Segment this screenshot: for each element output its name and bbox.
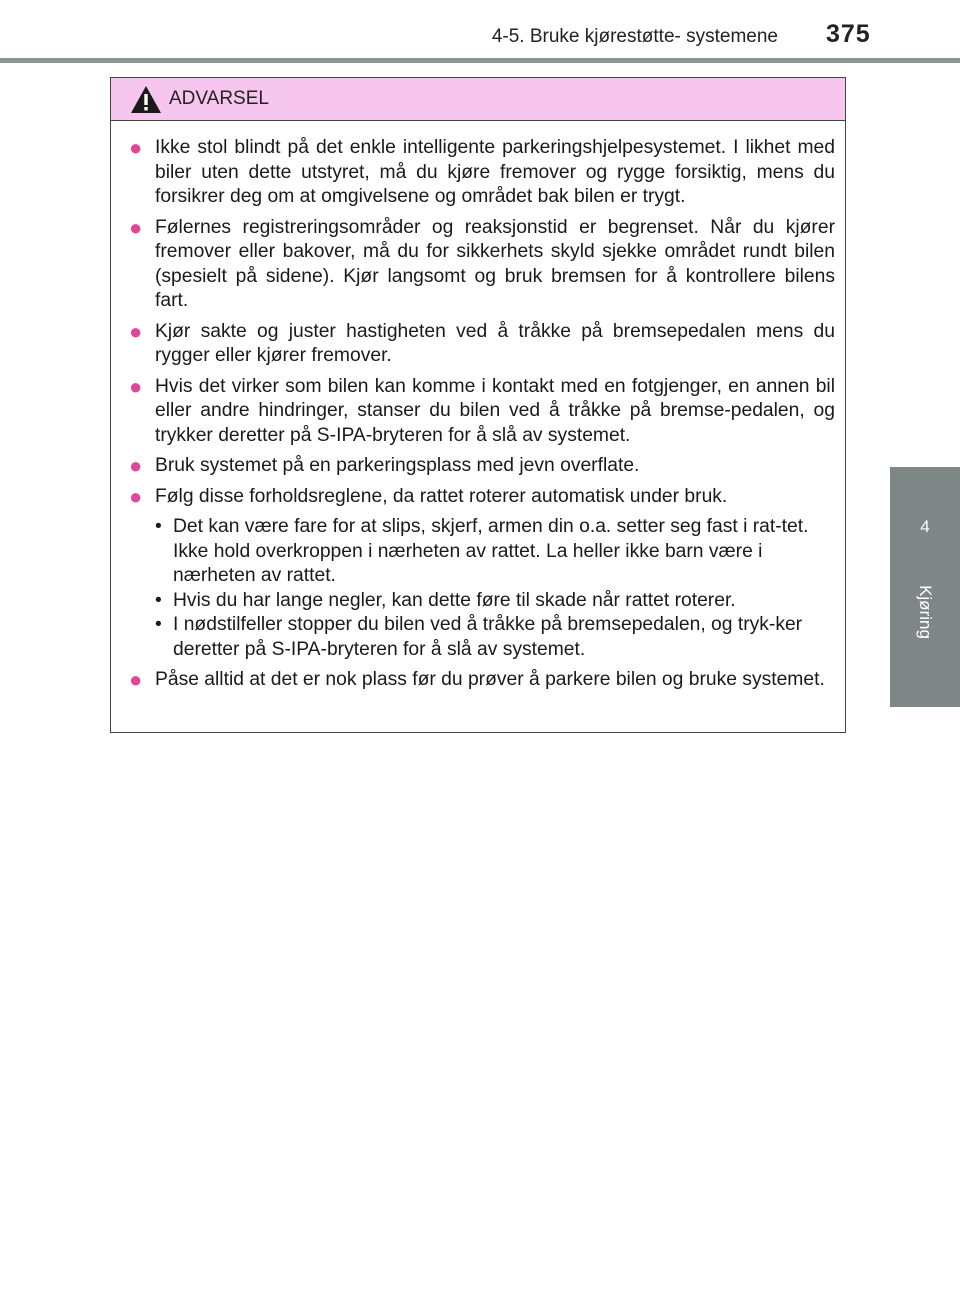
bullet-icon: ●: [129, 318, 143, 344]
sub-item: [155, 613, 835, 662]
warning-item-text: Hvis det virker som bilen kan komme i kontakt med en fotgjenger, en annen bil eller andre hindringer, stanser du bilen ved å tråkke på bremse-pedalen, og trykker deretter på S-IPA-bryteren for å slå av systemet.: [155, 375, 835, 446]
warning-item: [129, 375, 835, 449]
warning-item-text: Følg disse forholdsreglene, da rattet roterer automatisk under bruk.: [155, 485, 728, 507]
warning-box: [110, 77, 846, 733]
bullet-icon: ●: [129, 483, 143, 509]
warning-item: [129, 454, 835, 479]
warning-item-text: Kjør sakte og juster hastigheten ved å tråkke på bremsepedalen mens du rygger eller kjører fremover.: [155, 320, 835, 366]
warning-item: [129, 136, 835, 210]
warning-item-text: Følernes registreringsområder og reaksjonstid er begrenset. Når du kjører fremover eller bakover, må du for sikkerhets skyld sjekke området rundt bilen (spesielt på sidene). Kjør langsomt og bruk bremsen for å kontrollere bilens fart.: [155, 216, 835, 311]
chapter-side-tab: [890, 467, 960, 707]
warning-item: [129, 216, 835, 314]
section-title: 4-5. Bruke kjørestøtte- systemene: [491, 26, 778, 47]
warning-item: [129, 668, 835, 693]
sub-item-text: Hvis du har lange negler, kan dette føre til skade når rattet roterer.: [173, 589, 736, 611]
warning-triangle-icon: [130, 85, 162, 114]
warning-header: [111, 78, 845, 121]
sub-bullet-icon: •: [155, 614, 162, 635]
warning-title: ADVARSEL: [169, 88, 269, 109]
sub-bullet-icon: •: [155, 516, 162, 537]
sub-item: [155, 515, 835, 589]
bullet-icon: ●: [129, 667, 143, 692]
warning-item: [129, 485, 835, 510]
warning-item-text: Ikke stol blindt på det enkle intelligente parkeringshjelpesystemet. I likhet med biler uten dette utstyret, må du kjøre fremover og rygge forsiktig, mens du forsikrer deg om at omgivelsene og området bak bilen er trygt.: [155, 137, 835, 207]
bullet-icon: ●: [129, 373, 143, 399]
chapter-number: 4: [920, 517, 930, 536]
warning-item: [129, 320, 835, 369]
sub-item-text: I nødstilfeller stopper du bilen ved å tråkke på bremsepedalen, og tryk-ker deretter på S-IPA-bryteren for å slå av systemet.: [173, 614, 803, 660]
bullet-icon: ●: [129, 135, 143, 160]
sub-item: [155, 589, 835, 614]
bullet-icon: ●: [129, 453, 143, 478]
header-divider: [0, 58, 960, 63]
warning-item-text: Bruk systemet på en parkeringsplass med jevn overflate.: [155, 455, 640, 476]
sub-item-text: Det kan være fare for at slips, skjerf, armen din o.a. setter seg fast i rat-tet. Ikke hold overkroppen i nærheten av rattet. La heller ikke barn være i nærheten av rattet.: [173, 516, 809, 586]
warning-item-text: Påse alltid at det er nok plass før du prøver å parkere bilen og bruke systemet.: [155, 669, 825, 690]
chapter-label: Kjøring: [916, 585, 935, 639]
page-number: 375: [826, 20, 871, 48]
warning-body: [111, 121, 845, 693]
sub-bullet-icon: •: [155, 589, 162, 611]
bullet-icon: ●: [129, 214, 143, 240]
sub-list: [155, 515, 835, 662]
